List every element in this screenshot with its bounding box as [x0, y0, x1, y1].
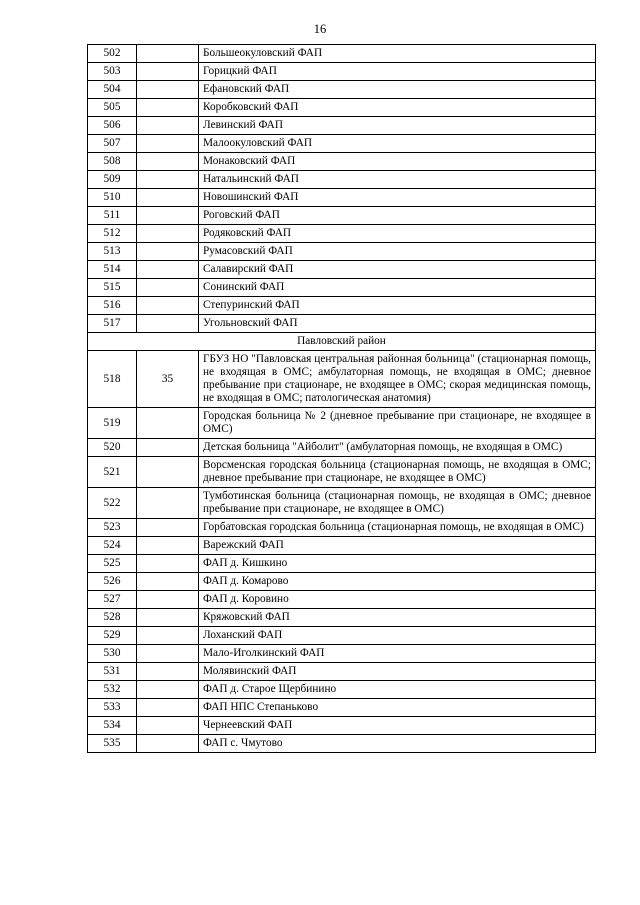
table-row — [88, 189, 596, 207]
row-name: Сонинский ФАП — [199, 279, 596, 297]
table-row — [88, 457, 596, 488]
table-row — [88, 439, 596, 457]
row-name: ФАП д. Старое Щербинино — [199, 681, 596, 699]
row-code — [137, 117, 199, 135]
row-name: ФАП НПС Степаньково — [199, 699, 596, 717]
row-code — [137, 261, 199, 279]
row-code — [137, 457, 199, 488]
table-row — [88, 351, 596, 408]
row-code — [137, 279, 199, 297]
row-code — [137, 663, 199, 681]
row-code — [137, 735, 199, 753]
table-row — [88, 225, 596, 243]
row-name: Левинский ФАП — [199, 117, 596, 135]
page-number: 16 — [313, 22, 327, 36]
table-row — [88, 243, 596, 261]
table-row — [88, 573, 596, 591]
row-name: Малоокуловский ФАП — [199, 135, 596, 153]
row-number: 509 — [88, 171, 137, 189]
table-row — [88, 699, 596, 717]
row-number: 528 — [88, 609, 137, 627]
row-number: 507 — [88, 135, 137, 153]
table-row — [88, 261, 596, 279]
table-body-after — [88, 351, 596, 753]
row-code — [137, 627, 199, 645]
row-number: 521 — [88, 457, 137, 488]
row-number: 508 — [88, 153, 137, 171]
row-number: 517 — [88, 315, 137, 333]
row-name: ФАП д. Коровино — [199, 591, 596, 609]
row-code — [137, 63, 199, 81]
row-name: Мало-Иголкинский ФАП — [199, 645, 596, 663]
row-number: 533 — [88, 699, 137, 717]
row-name: Роговский ФАП — [199, 207, 596, 225]
row-code — [137, 189, 199, 207]
row-code — [137, 573, 199, 591]
row-code — [137, 225, 199, 243]
row-number: 513 — [88, 243, 137, 261]
row-name: Монаковский ФАП — [199, 153, 596, 171]
row-number: 531 — [88, 663, 137, 681]
row-number: 526 — [88, 573, 137, 591]
row-name: Натальинский ФАП — [199, 171, 596, 189]
row-name: ГБУЗ НО "Павловская центральная районная больница" (стационарная помощь, не входящая в ОМС; амбулаторная помощь, не входящая в ОМС; дневное пребывание при стационаре, не входящее в ОМС; скорая медицинская помощь, не входящая в ОМС; патологическая анатомия) — [199, 351, 596, 408]
row-number: 534 — [88, 717, 137, 735]
row-name: Молявинский ФАП — [199, 663, 596, 681]
row-code: 35 — [137, 351, 199, 408]
row-name: Румасовский ФАП — [199, 243, 596, 261]
row-number: 532 — [88, 681, 137, 699]
table-row — [88, 645, 596, 663]
row-code — [137, 609, 199, 627]
row-name: Коробковский ФАП — [199, 99, 596, 117]
row-name: Горбатовская городская больница (стационарная помощь, не входящая в ОМС) — [199, 519, 596, 537]
table-row — [88, 663, 596, 681]
table-row — [88, 99, 596, 117]
table-row — [88, 297, 596, 315]
table-row — [88, 117, 596, 135]
table-row — [88, 555, 596, 573]
row-code — [137, 315, 199, 333]
row-number: 510 — [88, 189, 137, 207]
row-name: Салавирский ФАП — [199, 261, 596, 279]
row-name: Лоханский ФАП — [199, 627, 596, 645]
row-code — [137, 135, 199, 153]
table-row — [88, 735, 596, 753]
table-row — [88, 681, 596, 699]
district-heading-row — [88, 333, 596, 351]
row-code — [137, 555, 199, 573]
row-code — [137, 519, 199, 537]
district-section — [88, 333, 596, 351]
row-name: Горицкий ФАП — [199, 63, 596, 81]
row-number: 502 — [88, 45, 137, 63]
table-row — [88, 171, 596, 189]
row-number: 512 — [88, 225, 137, 243]
table-row — [88, 279, 596, 297]
row-code — [137, 537, 199, 555]
row-number: 529 — [88, 627, 137, 645]
row-number: 530 — [88, 645, 137, 663]
row-name: Чернеевский ФАП — [199, 717, 596, 735]
row-name: Родяковский ФАП — [199, 225, 596, 243]
row-number: 514 — [88, 261, 137, 279]
row-name: Варежский ФАП — [199, 537, 596, 555]
row-code — [137, 99, 199, 117]
table-row — [88, 81, 596, 99]
row-number: 525 — [88, 555, 137, 573]
row-number: 518 — [88, 351, 137, 408]
row-name: Новошинский ФАП — [199, 189, 596, 207]
row-number: 520 — [88, 439, 137, 457]
row-name: Тумботинская больница (стационарная помощь, не входящая в ОМС; дневное пребывание при стационаре, не входящее в ОМС) — [199, 488, 596, 519]
table-row — [88, 717, 596, 735]
table-row — [88, 63, 596, 81]
row-name: Ворсменская городская больница (стационарная помощь, не входящая в ОМС; дневное пребывание при стационаре, не входящее в ОМС) — [199, 457, 596, 488]
table-row — [88, 408, 596, 439]
row-number: 506 — [88, 117, 137, 135]
row-name: Городская больница № 2 (дневное пребывание при стационаре, не входящее в ОМС) — [199, 408, 596, 439]
row-name: Кряжовский ФАП — [199, 609, 596, 627]
table-row — [88, 591, 596, 609]
row-code — [137, 488, 199, 519]
row-number: 522 — [88, 488, 137, 519]
table-row — [88, 153, 596, 171]
row-code — [137, 153, 199, 171]
table-row — [88, 519, 596, 537]
table-body-before — [88, 45, 596, 333]
row-name: ФАП д. Комарово — [199, 573, 596, 591]
table-row — [88, 315, 596, 333]
table-row — [88, 135, 596, 153]
table-row — [88, 627, 596, 645]
row-number: 524 — [88, 537, 137, 555]
row-number: 505 — [88, 99, 137, 117]
row-code — [137, 591, 199, 609]
row-number: 504 — [88, 81, 137, 99]
row-code — [137, 297, 199, 315]
row-name: Ефановский ФАП — [199, 81, 596, 99]
row-code — [137, 439, 199, 457]
table-row — [88, 488, 596, 519]
table-row — [88, 537, 596, 555]
table-row — [88, 45, 596, 63]
row-code — [137, 408, 199, 439]
district-heading: Павловский район — [88, 333, 596, 351]
row-code — [137, 243, 199, 261]
table-row — [88, 207, 596, 225]
row-number: 516 — [88, 297, 137, 315]
row-number: 523 — [88, 519, 137, 537]
row-code — [137, 45, 199, 63]
row-name: Детская больница "Айболит" (амбулаторная помощь, не входящая в ОМС) — [199, 439, 596, 457]
row-code — [137, 699, 199, 717]
row-number: 527 — [88, 591, 137, 609]
row-number: 511 — [88, 207, 137, 225]
row-number: 519 — [88, 408, 137, 439]
row-code — [137, 81, 199, 99]
row-name: ФАП д. Кишкино — [199, 555, 596, 573]
row-code — [137, 207, 199, 225]
row-code — [137, 681, 199, 699]
row-name: Большеокуловский ФАП — [199, 45, 596, 63]
row-number: 515 — [88, 279, 137, 297]
facilities-table — [87, 44, 596, 753]
row-number: 535 — [88, 735, 137, 753]
row-code — [137, 171, 199, 189]
row-code — [137, 645, 199, 663]
row-number: 503 — [88, 63, 137, 81]
table-row — [88, 609, 596, 627]
row-name: Угольновский ФАП — [199, 315, 596, 333]
row-name: ФАП с. Чмутово — [199, 735, 596, 753]
row-code — [137, 717, 199, 735]
row-name: Степуринский ФАП — [199, 297, 596, 315]
